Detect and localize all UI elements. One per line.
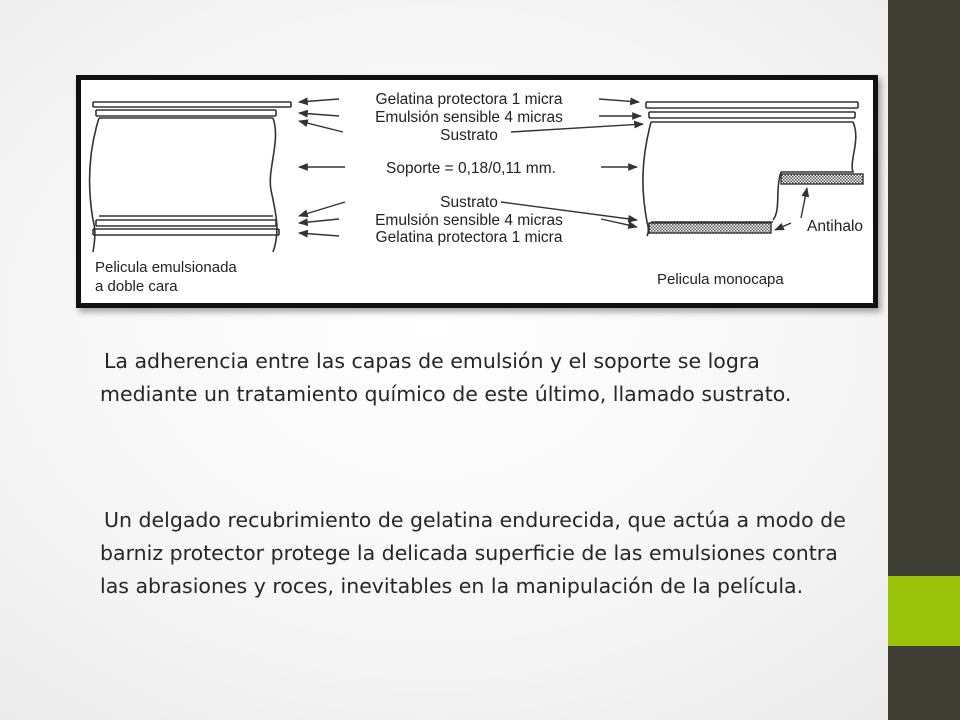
caption-double-sided-line1: Pelicula emulsionada (95, 259, 237, 276)
label-antihalo: Antihalo (807, 218, 864, 235)
label-gelatina-top: Gelatina protectora 1 micra (375, 91, 563, 108)
label-sustrato-bottom: Sustrato (440, 194, 498, 211)
caption-double-sided-line2: a doble cara (95, 278, 178, 295)
paragraph-gelatina: Un delgado recubrimiento de gelatina endurecida, que actúa a modo de barniz protector protege la delicada superficie de las emulsiones contra las abrasiones y roces, inevitables en la manipulación de la película. (100, 508, 846, 598)
label-emulsion-bottom: Emulsión sensible 4 micras (375, 212, 563, 229)
film-layers-diagram (81, 80, 873, 303)
emulsion-layer-hatched (649, 223, 771, 233)
label-gelatina-bottom: Gelatina protectora 1 micra (375, 229, 563, 246)
single-sided-film-drawing (643, 102, 858, 236)
label-soporte: Soporte = 0,18/0,11 mm. (386, 160, 556, 177)
double-sided-film-drawing (90, 102, 291, 252)
paragraph-sustrato: La adherencia entre las capas de emulsión y el soporte se logra mediante un tratamiento químico de este último, llamado sustrato. (100, 349, 792, 406)
label-emulsion-top: Emulsión sensible 4 micras (375, 109, 563, 126)
side-accent-block (888, 576, 960, 646)
antihalo-layer-hatched (781, 174, 863, 184)
label-sustrato-top: Sustrato (440, 127, 498, 144)
film-layers-figure (76, 75, 878, 308)
caption-single-sided: Pelicula monocapa (657, 271, 784, 288)
